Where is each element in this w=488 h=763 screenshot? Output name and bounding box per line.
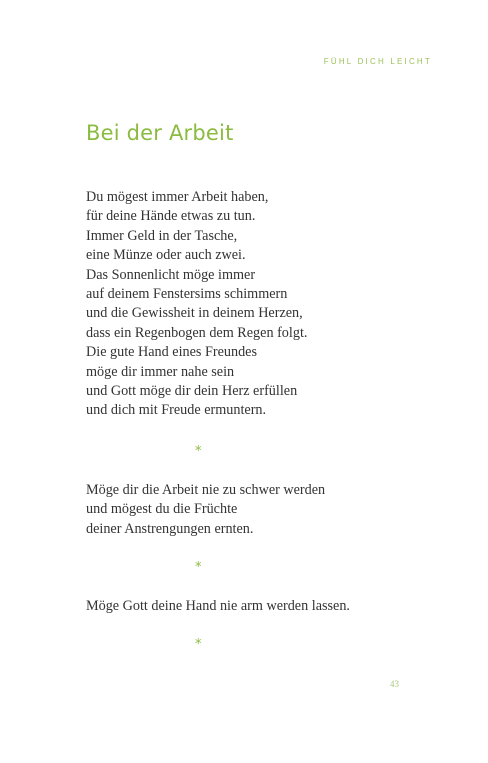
poem-line: Die gute Hand eines Freundes: [86, 344, 257, 361]
poem-line: und mögest du die Früchte: [86, 501, 238, 518]
poem-line: Möge dir die Arbeit nie zu schwer werden: [86, 482, 326, 498]
stanza-separator-1: *: [195, 444, 202, 459]
poem-line: für deine Hände etwas zu tun.: [86, 208, 256, 225]
poem-line: deiner Anstrengungen ernten.: [86, 520, 254, 537]
page-number: 43: [390, 679, 399, 689]
poem-line: Du mögest immer Arbeit haben,: [86, 189, 269, 205]
stanza-1: [86, 188, 307, 421]
running-head: FÜHL DICH LEICHT: [323, 57, 432, 66]
stanza-separator-3: *: [195, 637, 202, 652]
stanza-separator-2: *: [195, 560, 202, 575]
poem-line: eine Münze oder auch zwei.: [86, 247, 246, 264]
poem-line: und Gott möge dir dein Herz erfüllen: [86, 383, 298, 400]
poem-line: möge dir immer nahe sein: [86, 363, 235, 380]
poem-line: Das Sonnenlicht möge immer: [86, 266, 256, 283]
poem-line: dass ein Regenbogen dem Regen folgt.: [86, 324, 308, 341]
stanza-3: [86, 597, 350, 616]
poem-line: und dich mit Freude ermuntern.: [86, 402, 267, 419]
poem-line: Möge Gott deine Hand nie arm werden lassen.: [86, 598, 350, 614]
poem-line: auf deinem Fenstersims schimmern: [86, 286, 288, 303]
poem-line: und die Gewissheit in deinem Herzen,: [86, 305, 303, 322]
stanza-2: [86, 481, 325, 539]
poem-line: Immer Geld in der Tasche,: [86, 227, 238, 244]
poem-title: Bei der Arbeit: [86, 121, 234, 145]
